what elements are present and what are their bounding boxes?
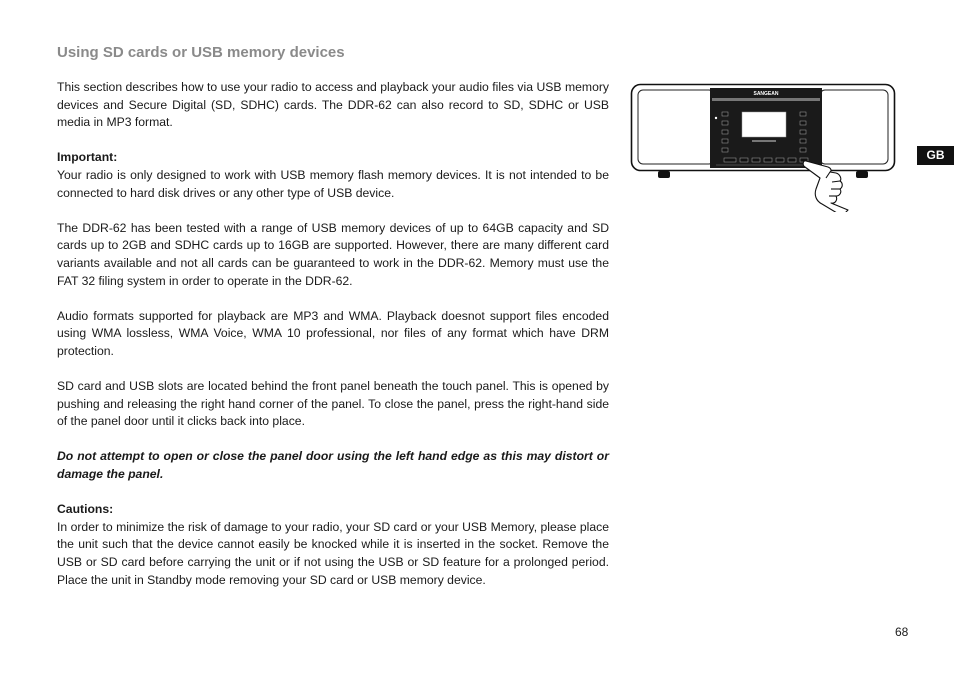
formats-paragraph: Audio formats supported for playback are MP3 and WMA. Playback doesnot support files encoded using WMA lossless, WMA Voice, WMA 10 professional, nor files of any format which have DRM protection. — [57, 308, 609, 358]
cautions-label: Cautions: — [57, 502, 114, 517]
important-paragraph — [57, 149, 609, 202]
radio-illustration — [630, 82, 902, 212]
intro-paragraph: This section describes how to use your radio to access and playback your audio files via USB memory devices and Secure Digital (SD, SDHC) cards. The DDR-62 can also record to SD, SDHC or USB media in MP3 format. — [57, 80, 609, 130]
warning-paragraph: Do not attempt to open or close the panel door using the left hand edge as this may distort or damage the panel. — [57, 449, 609, 482]
language-tab: GB — [917, 146, 954, 165]
important-label: Important: — [57, 150, 118, 165]
cautions-text: In order to minimize the risk of damage to your radio, your SD card or your USB Memory, please place the unit such that the device cannot easily be knocked while it is inserted in the socket. Remove the USB or SD card before carrying the unit or if not using the USB or SD feature for a prolonged period. Place the unit in Standby mode removing your SD card or USB memory device. — [57, 519, 609, 587]
cautions-paragraph — [57, 501, 609, 589]
page-title: Using SD cards or USB memory devices — [57, 44, 345, 61]
tested-paragraph: The DDR-62 has been tested with a range of USB memory devices of up to 64GB capacity and SD cards up to 2GB and SDHC cards up to 16GB are supported. However, there are many different card variants available and not all cards can be guaranteed to work in the DDR-62. Memory must use the FAT 32 filing system in order to operate in the DDR-62. — [57, 220, 609, 288]
text-column — [57, 79, 609, 589]
brand-logo: SANGEAN — [753, 91, 779, 97]
important-text: Your radio is only designed to work with USB memory flash memory devices. It is not intended to be connected to hard disk drives or any other type of USB device. — [57, 167, 609, 200]
slots-paragraph: SD card and USB slots are located behind the front panel beneath the touch panel. This is opened by pushing and releasing the right hand corner of the panel. To close the panel, press the right-hand side of the panel door until it clicks back into place. — [57, 379, 609, 429]
page-number: 68 — [895, 625, 909, 639]
